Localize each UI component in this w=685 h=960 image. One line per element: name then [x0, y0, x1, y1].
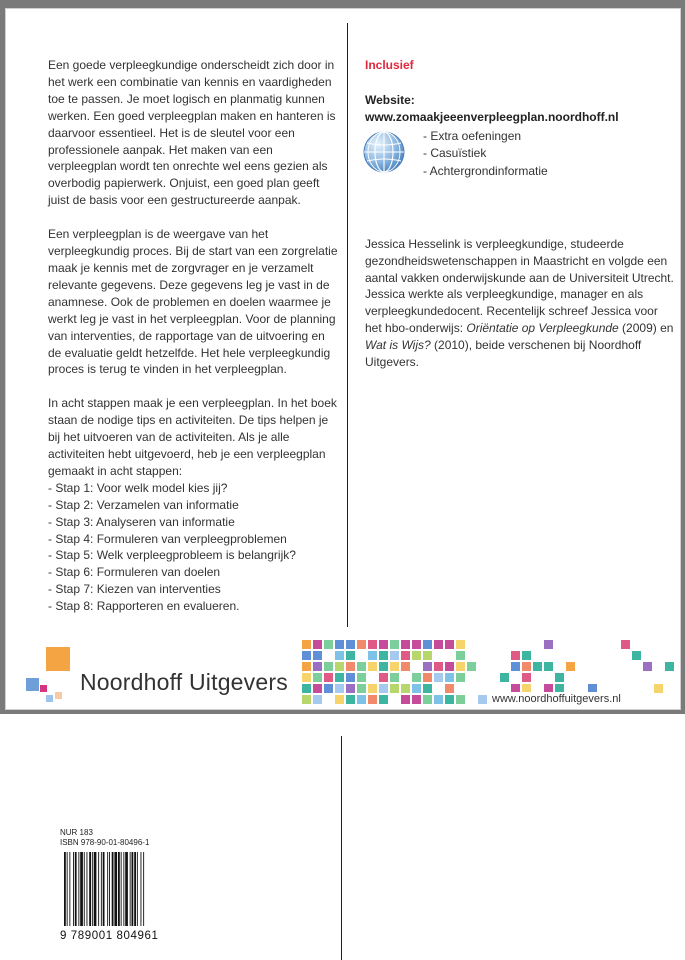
- mosaic-tile: [313, 662, 322, 671]
- barcode-bar: [137, 852, 138, 926]
- noordhoff-logo-icon: [24, 647, 80, 703]
- publisher-name: Noordhoff Uitgevers: [80, 669, 288, 695]
- step-item: - Stap 2: Verzamelen van informatie: [48, 497, 239, 512]
- mosaic-tile: [379, 651, 388, 660]
- mosaic-tile: [665, 662, 674, 671]
- mosaic-tile: [500, 673, 509, 682]
- mosaic-tile: [302, 662, 311, 671]
- barcode-bar: [103, 852, 105, 926]
- barcode-bar: [69, 852, 70, 926]
- mosaic-tile: [401, 695, 410, 704]
- mosaic-tile: [346, 695, 355, 704]
- mosaic-tile: [445, 684, 454, 693]
- extras-item: - Extra oefeningen: [423, 128, 522, 143]
- barcode-bar: [98, 852, 99, 926]
- mosaic-tile: [313, 651, 322, 660]
- mosaic-tile: [324, 684, 333, 693]
- mosaic-tile: [346, 640, 355, 649]
- mosaic-tile: [379, 640, 388, 649]
- mosaic-tile: [478, 695, 487, 704]
- barcode-bar: [73, 852, 74, 926]
- mosaic-tile: [401, 640, 410, 649]
- publisher-band: [6, 639, 682, 711]
- author-bio: [365, 236, 675, 371]
- mosaic-tile: [412, 673, 421, 682]
- mosaic-tile: [544, 640, 553, 649]
- step-item: - Stap 6: Formuleren van doelen: [48, 565, 221, 580]
- website-url[interactable]: www.zomaakjeeenverpleegplan.noordhoff.nl: [365, 109, 619, 124]
- barcode-bar: [134, 852, 136, 926]
- barcode-bar: [121, 852, 122, 926]
- mosaic-tile: [511, 651, 520, 660]
- barcode-bar: [94, 852, 97, 926]
- mosaic-tile: [522, 673, 531, 682]
- mosaic-tile: [335, 662, 344, 671]
- bio-book-title-1: Oriëntatie op Verpleegkunde: [466, 321, 619, 336]
- mosaic-tile: [533, 662, 542, 671]
- back-cover-top: [5, 8, 681, 710]
- mosaic-tile: [390, 651, 399, 660]
- mosaic-tile: [456, 651, 465, 660]
- mosaic-tile: [302, 695, 311, 704]
- intro-paragraph: Een goede verpleegkundige onderscheidt zich door in het werk een combinatie van kennis en vaardigheden toe te passen. Je moet logisch en planmatig kunnen werken. Een goed verpleegplan maken en hanteren is daarvoor essentieel. Het is de sleutel voor een professionele aanpak. Het maken van een verpleegplan wordt ten onrechte wel eens gezien als overbodig papierwerk. Onjuist, een goed plan geeft juist de basis voor een gestructureerde aanpak.: [48, 58, 336, 208]
- mosaic-tile: [379, 673, 388, 682]
- mosaic-tile: [335, 684, 344, 693]
- mosaic-tile: [379, 662, 388, 671]
- barcode-bar: [109, 852, 110, 926]
- mosaic-tile: [423, 673, 432, 682]
- bio-text-1: Jessica Hesselink is verpleegkundige, studeerde gezondheidswetenschappen in Maastricht en volgde een aantal vakken onderwijskunde aan de Universiteit Utrecht. Jessica werkte als verpleegkundige, manager en als verpleegkundedocent. Recentelijk schreef Jessica voor het hbo-onderwijs:: [365, 236, 674, 336]
- mosaic-tile: [511, 662, 520, 671]
- barcode-bar: [132, 852, 134, 926]
- mosaic-tile: [390, 684, 399, 693]
- barcode-bar: [89, 852, 91, 926]
- mosaic-tile: [357, 673, 366, 682]
- bio-text-2: (2009) en: [618, 321, 674, 336]
- step-item: - Stap 7: Kiezen van interventies: [48, 582, 221, 597]
- mosaic-tile: [346, 673, 355, 682]
- mosaic-tile: [423, 684, 432, 693]
- mosaic-tile: [654, 684, 663, 693]
- mosaic-tile: [357, 695, 366, 704]
- column-divider: [347, 23, 348, 627]
- mosaic-tile: [445, 673, 454, 682]
- mosaic-tile: [313, 640, 322, 649]
- mosaic-tile: [324, 662, 333, 671]
- mosaic-tile: [412, 695, 421, 704]
- step-item: - Stap 5: Welk verpleegprobleem is belangrijk?: [48, 548, 296, 563]
- barcode-bar: [123, 852, 124, 926]
- extras-item: - Achtergrondinformatie: [423, 163, 548, 178]
- mosaic-tile: [401, 684, 410, 693]
- mosaic-tile: [632, 651, 641, 660]
- barcode-bar: [107, 852, 108, 926]
- mosaic-tile: [390, 640, 399, 649]
- isbn-text: ISBN 978-90-01-80496-1: [60, 838, 150, 847]
- barcode-bar: [125, 852, 128, 926]
- mosaic-tile: [302, 673, 311, 682]
- mosaic-tile: [335, 673, 344, 682]
- mosaic-tile: [456, 695, 465, 704]
- barcode-number: 9 789001 804961: [60, 930, 159, 942]
- mosaic-tile: [456, 640, 465, 649]
- mosaic-tile: [412, 640, 421, 649]
- barcode-bar: [112, 852, 114, 926]
- barcode-bar: [87, 852, 88, 926]
- mosaic-tile: [357, 662, 366, 671]
- bio-book-title-2: Wat is Wijs?: [365, 338, 431, 353]
- mosaic-tile: [566, 662, 575, 671]
- mosaic-tile: [522, 651, 531, 660]
- barcode-bar: [64, 852, 66, 926]
- mosaic-tile: [434, 662, 443, 671]
- mosaic-tile: [390, 673, 399, 682]
- mosaic-tile: [313, 684, 322, 693]
- mosaic-tile: [368, 662, 377, 671]
- mosaic-tile: [324, 640, 333, 649]
- mosaic-tile: [423, 695, 432, 704]
- publisher-url[interactable]: www.noordhoffuitgevers.nl: [492, 693, 621, 705]
- nur-code: [60, 828, 149, 848]
- mosaic-tile: [555, 673, 564, 682]
- globe-icon: [362, 130, 406, 174]
- mosaic-tile: [368, 695, 377, 704]
- mosaic-tile: [401, 651, 410, 660]
- website-label: Website:: [365, 92, 415, 107]
- barcode-bar: [101, 852, 102, 926]
- mosaic-tile: [335, 651, 344, 660]
- mosaic-tile: [467, 662, 476, 671]
- extras-list: [423, 128, 548, 181]
- barcode-bar: [130, 852, 131, 926]
- mosaic-tile: [357, 684, 366, 693]
- mosaic-tile: [313, 695, 322, 704]
- mosaic-tile: [335, 695, 344, 704]
- mosaic-tile: [423, 640, 432, 649]
- mosaic-tile: [423, 651, 432, 660]
- barcode: [60, 852, 168, 930]
- process-paragraph: Een verpleegplan is de weergave van het verpleegkundig proces. Bij de start van een zorgrelatie maak je kennis met de zorgvrager en je verzamelt relevante gegevens. Deze gegevens leg je vast in de anamnese. Ook de problemen en doelen waarmee je werkt leg je vast in het verpleegplan. Voor de planning van interventies, de rapportage van de uitvoering en de evaluatie geldt hetzelfde. Het hele verpleegkundig proces is terug te vinden in het verpleegplan.: [48, 227, 338, 377]
- mosaic-tile: [445, 662, 454, 671]
- steps-intro-paragraph: In acht stappen maak je een verpleegplan. In het boek staan de nodige tips en activiteiten. De tips helpen je bij het uitvoeren van de activiteiten. Als je alle activiteiten hebt uitgevoerd, heb je een verpleegplan gemaakt in acht stappen:: [48, 396, 337, 478]
- info-column: [365, 57, 675, 371]
- mosaic-tile: [379, 684, 388, 693]
- mosaic-tile: [368, 640, 377, 649]
- steps-list: [48, 480, 340, 615]
- barcode-bar: [141, 852, 142, 926]
- mosaic-tile: [401, 662, 410, 671]
- mosaic-tile: [456, 673, 465, 682]
- barcode-bar: [143, 852, 144, 926]
- barcode-bar: [78, 852, 79, 926]
- step-item: - Stap 4: Formuleren van verpleegproblemen: [48, 531, 287, 546]
- barcode-bar: [67, 852, 68, 926]
- mosaic-tile: [434, 695, 443, 704]
- mosaic-tile: [335, 640, 344, 649]
- mosaic-tile: [324, 673, 333, 682]
- mosaic-tile: [346, 662, 355, 671]
- inclusief-heading: Inclusief: [365, 58, 414, 72]
- mosaic-tile: [379, 695, 388, 704]
- barcode-bar: [114, 852, 117, 926]
- mosaic-tile: [643, 662, 652, 671]
- mosaic-tile: [445, 640, 454, 649]
- mosaic-tile: [544, 662, 553, 671]
- mosaic-tile: [412, 651, 421, 660]
- extras-block: [365, 128, 675, 184]
- step-item: - Stap 1: Voor welk model kies jij?: [48, 480, 228, 495]
- extras-item: - Casuïstiek: [423, 146, 487, 161]
- mosaic-tile: [445, 695, 454, 704]
- barcode-bar: [75, 852, 77, 926]
- bottom-divider: [341, 736, 342, 960]
- back-cover-bottom: [0, 714, 685, 960]
- mosaic-tile: [390, 662, 399, 671]
- mosaic-tile: [434, 640, 443, 649]
- barcode-bar: [92, 852, 93, 926]
- bio-text-3: (2010), beide verschenen bij Noordhoff Uitgevers.: [365, 338, 642, 370]
- nur-text: NUR 183: [60, 828, 93, 837]
- barcode-bar: [84, 852, 85, 926]
- mosaic-tile: [313, 673, 322, 682]
- mosaic-tile: [368, 651, 377, 660]
- barcode-bar: [118, 852, 120, 926]
- mosaic-tile: [522, 662, 531, 671]
- mosaic-tile: [346, 684, 355, 693]
- step-item: - Stap 3: Analyseren van informatie: [48, 514, 235, 529]
- mosaic-tile: [302, 684, 311, 693]
- description-column: [48, 57, 340, 615]
- mosaic-tile: [302, 640, 311, 649]
- mosaic-tile: [456, 662, 465, 671]
- mosaic-tile: [346, 651, 355, 660]
- mosaic-tile: [302, 651, 311, 660]
- mosaic-tile: [357, 640, 366, 649]
- mosaic-tile: [412, 684, 421, 693]
- barcode-bar: [80, 852, 83, 926]
- mosaic-tile: [423, 662, 432, 671]
- mosaic-tile: [368, 684, 377, 693]
- step-item: - Stap 8: Rapporteren en evalueren.: [48, 599, 240, 614]
- mosaic-tile: [434, 673, 443, 682]
- mosaic-tile: [621, 640, 630, 649]
